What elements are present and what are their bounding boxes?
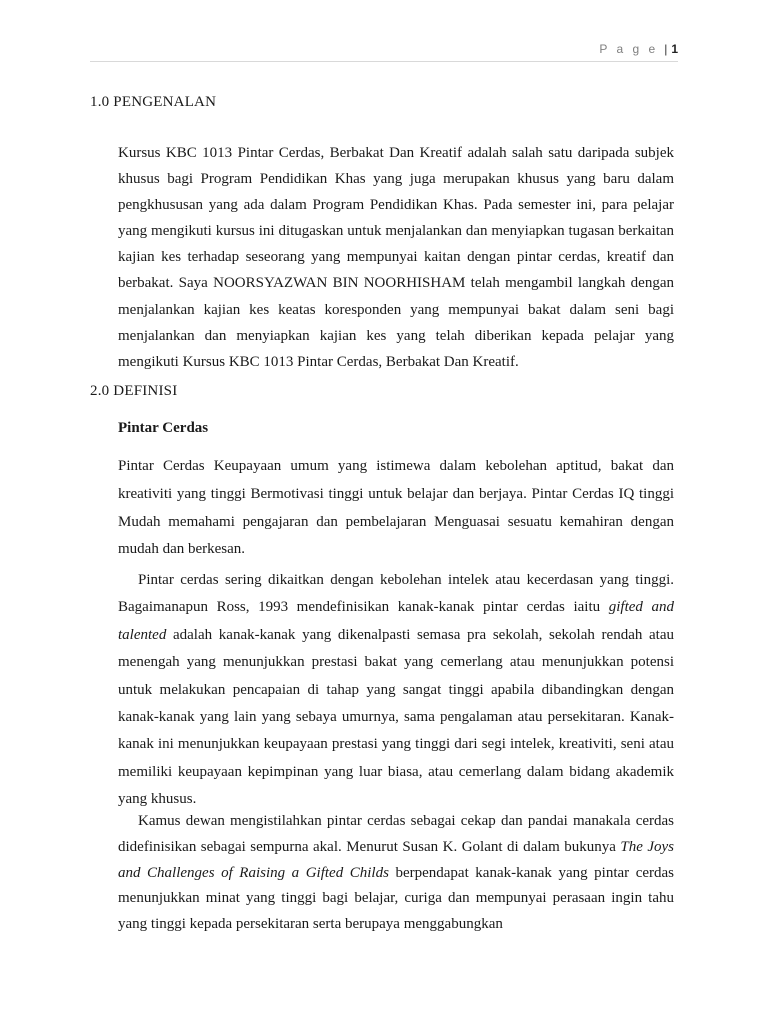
pintar-cerdas-subheading: Pintar Cerdas	[118, 420, 209, 436]
definition-paragraph-3	[118, 809, 674, 938]
gifted-talented-term: gifted and talented	[118, 599, 674, 643]
page-separator: |	[664, 42, 668, 56]
intro-paragraph: Kursus KBC 1013 Pintar Cerdas, Berbakat Dan Kreatif adalah salah satu daripada subjek khusus bagi Program Pendidikan Khas yang juga merupakan khusus yang baru dalam pengkhususan yang ada dalam Program Pendidikan Khas. Pada semester ini, para pelajar yang mengikuti kursus ini ditugaskan untuk menjalankan dan menyiapkan tugasan berkaitan kajian kes terhadap seseorang yang mempunyai kaitan dengan pintar cerdas, kreatif dan berbakat. Saya NOORSYAZWAN BIN NOORHISHAM telah mengambil langkah dengan menjalankan kajian kes keatas koresponden yang mempunyai bakat dalam seni bagi menjalankan dan menyiapkan kajian kes yang telah diberikan kepada pelajar yang mengikuti Kursus KBC 1013 Pintar Cerdas, Berbakat Dan Kreatif.	[118, 145, 674, 370]
definition-heading: 2.0 DEFINISI	[90, 383, 178, 399]
definition-paragraph-3-text-b: berpendapat kanak-kanak yang pintar cerdas menunjukkan minat yang tinggi bagi belajar, curiga dan mempunyai perasaan ingin tahu yang tinggi kepada persekitaran serta berupaya menggabungkan	[118, 864, 674, 933]
page-header	[90, 42, 678, 62]
page-label: P a g e	[599, 42, 659, 56]
definition-paragraph-2-text-a: Pintar cerdas sering dikaitkan dengan kebolehan intelek atau kecerdasan yang tinggi. Bagaimanapun Ross, 1993 mendefinisikan kanak-kanak pintar cerdas iaitu	[118, 572, 674, 616]
page-number: 1	[671, 42, 678, 56]
definition-paragraph-2-text-b: adalah kanak-kanak yang dikenalpasti semasa pra sekolah, sekolah rendah atau menengah yang menunjukkan prestasi bakat yang cemerlang atau menunjukkan potensi untuk melakukan pencapaian di tahap yang sangat tinggi apabila dibandingkan dengan kanak-kanak yang lain yang sebaya umurnya, sama pengalaman atau persekitaran. Kanak-kanak ini menunjukkan keupayaan prestasi yang tinggi dari segi intelek, kreativiti, seni atau memiliki keupayaan kepimpinan yang luar biasa, atau cemerlang dalam bidang akademik yang khusus.	[118, 626, 674, 808]
definition-paragraph-2	[118, 567, 674, 814]
book-title: The Joys and Challenges of Raising a Gifted Childs	[118, 838, 674, 881]
definition-paragraph-1: Pintar Cerdas Keupayaan umum yang istimewa dalam kebolehan aptitud, bakat dan kreativiti yang tinggi Bermotivasi tinggi untuk belajar dan berjaya. Pintar Cerdas IQ tinggi Mudah memahami pengajaran dan pembelajaran Menguasai sesuatu kemahiran dengan mudah dan berkesan.	[118, 458, 674, 558]
intro-heading: 1.0 PENGENALAN	[90, 94, 217, 110]
definition-paragraph-3-text-a: Kamus dewan mengistilahkan pintar cerdas sebagai cekap dan pandai manakala cerdas didefinisikan sebagai sempurna akal. Menurut Susan K. Golant di dalam bukunya	[118, 813, 674, 855]
